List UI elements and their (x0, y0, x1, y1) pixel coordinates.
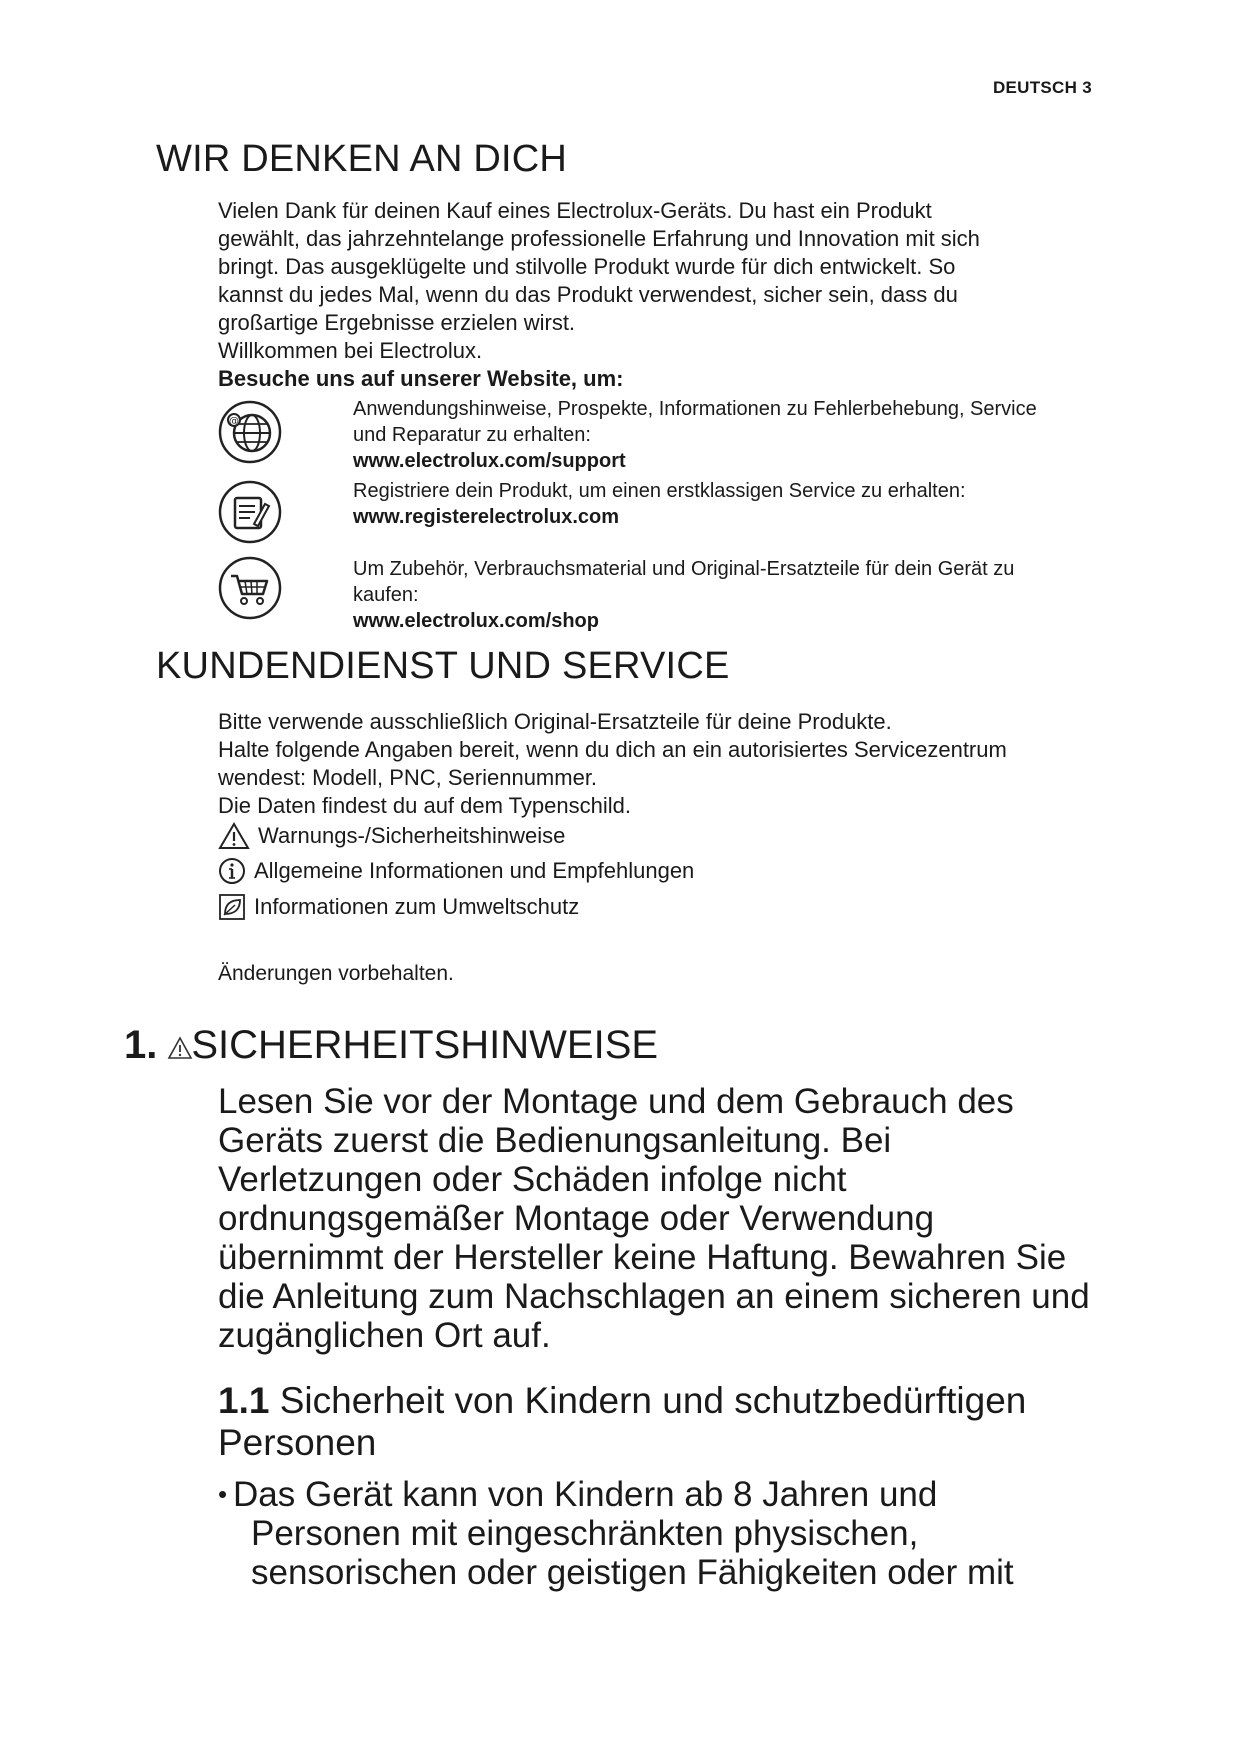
legend-label: Informationen zum Umweltschutz (254, 894, 580, 919)
service-line: Bitte verwende ausschließlich Original-Ersatzteile für deine Produkte. (218, 709, 892, 734)
welcome-line: gewählt, das jahrzehntelange professionelle Erfahrung und Innovation mit sich (218, 226, 980, 251)
welcome-greeting: Willkommen bei Electrolux. (218, 338, 483, 363)
web-link-text: kaufen: (353, 584, 419, 606)
safety-intro (218, 1082, 1148, 1355)
legend-warning (218, 822, 1018, 850)
warning-triangle-icon (167, 1036, 193, 1060)
changes-note: Änderungen vorbehalten. (218, 962, 454, 985)
subsection-title: Sicherheit von Kindern und schutzbedürftigen (279, 1380, 1027, 1421)
web-link-register (218, 480, 1148, 555)
visit-label: Besuche uns auf unserer Website, um: (218, 366, 624, 391)
welcome-line: Vielen Dank für deinen Kauf eines Electrolux-Geräts. Du hast ein Produkt (218, 198, 932, 223)
legend-label: Allgemeine Informationen und Empfehlungen (254, 858, 695, 883)
globe-icon (218, 400, 282, 464)
service-paragraph (218, 708, 1148, 820)
service-title: KUNDENDIENST UND SERVICE (156, 645, 730, 687)
svg-text:@: @ (229, 416, 239, 427)
info-circle-icon (218, 857, 246, 885)
subsection-title: Personen (218, 1422, 377, 1463)
page-label: DEUTSCH 3 (992, 78, 1092, 97)
legend-environment (218, 893, 1018, 921)
safety-intro-line: zugänglichen Ort auf. (218, 1316, 551, 1355)
section-number: 1. (124, 1023, 158, 1067)
service-line: wendest: Modell, PNC, Seriennummer. (218, 765, 598, 790)
service-line: Die Daten findest du auf dem Typenschild. (218, 793, 631, 818)
legend-label: Warnungs-/Sicherheitshinweise (258, 823, 566, 848)
welcome-line: großartige Ergebnisse erzielen wirst. (218, 310, 576, 335)
safety-intro-line: Verletzungen oder Schäden infolge nicht (218, 1160, 847, 1199)
web-link-support (218, 400, 1148, 480)
subsection-number: 1.1 (218, 1380, 270, 1421)
welcome-paragraph (218, 197, 1148, 393)
web-link-text: Um Zubehör, Verbrauchsmaterial und Original-Ersatzteile für dein Gerät zu (353, 558, 1015, 580)
welcome-line: kannst du jedes Mal, wenn du das Produkt verwendest, sicher sein, dass du (218, 282, 958, 307)
bullet-line: sensorischen oder geistigen Fähigkeiten oder mit (251, 1553, 1014, 1592)
web-link-text: Anwendungshinweise, Prospekte, Informationen zu Fehlerbehebung, Service (353, 398, 1037, 420)
support-link[interactable]: www.electrolux.com/support (353, 450, 626, 472)
shopping-cart-icon (218, 556, 282, 620)
section-title: SICHERHEITSHINWEISE (191, 1023, 659, 1067)
subsection-heading (218, 1380, 1148, 1464)
safety-intro-line: Lesen Sie vor der Montage und dem Gebrauch des (218, 1082, 1014, 1121)
safety-intro-line: Geräts zuerst die Bedienungsanleitung. Bei (218, 1121, 892, 1160)
legend-info (218, 857, 1018, 885)
shop-link[interactable]: www.electrolux.com/shop (353, 610, 599, 632)
web-link-shop (218, 556, 1148, 636)
welcome-title: WIR DENKEN AN DICH (156, 138, 568, 180)
bullet-dot: • (218, 1479, 228, 1509)
register-document-icon (218, 480, 282, 544)
safety-intro-line: ordnungsgemäßer Montage oder Verwendung (218, 1199, 935, 1238)
bullet-item (218, 1475, 1148, 1592)
web-link-text: Registriere dein Produkt, um einen erstklassigen Service zu erhalten: (353, 480, 966, 502)
safety-intro-line: übernimmt der Hersteller keine Haftung. Bewahren Sie (218, 1238, 1067, 1277)
warning-triangle-icon (218, 822, 250, 850)
bullet-line: Das Gerät kann von Kindern ab 8 Jahren und (233, 1475, 938, 1514)
web-link-text: und Reparatur zu erhalten: (353, 424, 591, 446)
register-link[interactable]: www.registerelectrolux.com (353, 506, 620, 528)
safety-intro-line: die Anleitung zum Nachschlagen an einem sicheren und (218, 1277, 1090, 1316)
welcome-line: bringt. Das ausgeklügelte und stilvolle Produkt wurde für dich entwickelt. So (218, 254, 956, 279)
bullet-line: Personen mit eingeschränkten physischen, (251, 1514, 919, 1553)
leaf-icon (218, 893, 246, 921)
section-heading-safety (124, 1023, 658, 1068)
service-line: Halte folgende Angaben bereit, wenn du dich an ein autorisiertes Servicezentrum (218, 737, 1007, 762)
